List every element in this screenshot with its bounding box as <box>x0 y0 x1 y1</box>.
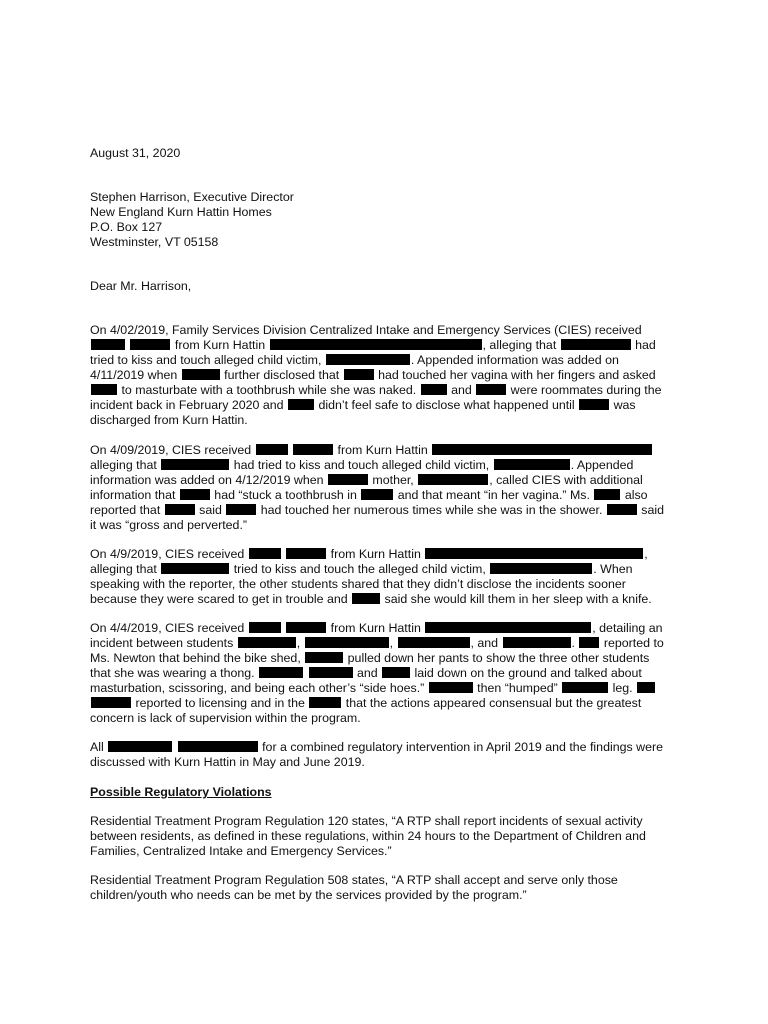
redaction <box>309 667 353 678</box>
text: , alleging that <box>482 338 560 352</box>
redaction <box>288 399 314 410</box>
text: , <box>644 547 648 561</box>
recipient-po-box: P.O. Box 127 <box>90 220 163 234</box>
redaction <box>91 697 131 708</box>
text: had touched her numerous times while she was in the shower. <box>257 503 606 517</box>
text: discussed with Kurn Hattin in May and June 2019. <box>90 755 365 769</box>
paragraph-5 <box>90 740 680 770</box>
text: reported to <box>600 636 664 650</box>
redaction <box>305 652 343 663</box>
text: 4/11/2019 when <box>90 368 181 382</box>
text: from Kurn Hattin <box>171 338 269 352</box>
redaction <box>259 667 303 678</box>
text: didn’t feel safe to disclose what happened until <box>315 398 579 412</box>
text: for a combined regulatory intervention in April 2019 and the findings were <box>258 740 663 754</box>
text: Residential Treatment Program Regulation 508 states, “A RTP shall accept and serve only those <box>90 873 618 887</box>
redaction <box>286 548 326 559</box>
text: . Appended <box>570 458 634 472</box>
text: On 4/02/2019, Family Services Division Centralized Intake and Emergency Services (CIES) received <box>90 323 642 337</box>
redaction <box>344 369 374 380</box>
text: it was “gross and perverted.” <box>90 518 248 532</box>
date-text: August 31, 2020 <box>90 146 181 160</box>
redaction <box>352 593 380 604</box>
redaction <box>494 459 570 470</box>
text: children/youth who needs can be met by the services provided by the program.” <box>90 888 527 902</box>
redaction <box>256 444 288 455</box>
redaction <box>637 682 655 693</box>
text: Families, Centralized Intake and Emergency Services.” <box>90 844 392 858</box>
regulation-120 <box>90 814 680 859</box>
redaction <box>309 697 341 708</box>
salutation <box>90 279 680 294</box>
text: On 4/9/2019, CIES received <box>90 547 248 561</box>
redaction <box>249 622 281 633</box>
text: to masturbate with a toothbrush while she was naked. <box>118 383 420 397</box>
text: further disclosed that <box>220 368 343 382</box>
section-heading <box>90 785 680 800</box>
redaction <box>425 622 591 633</box>
redaction <box>561 339 631 350</box>
text: mother, <box>368 473 418 487</box>
redaction <box>165 504 195 515</box>
text: incident between students <box>90 636 237 650</box>
text: between residents, as defined in these regulations, within 24 hours to the Department of Children and <box>90 829 646 843</box>
redaction <box>579 637 599 648</box>
text: that she was wearing a thong. <box>90 666 259 680</box>
redaction <box>418 474 488 485</box>
text: from Kurn Hattin <box>334 443 432 457</box>
redaction <box>425 548 643 559</box>
redaction <box>91 339 125 350</box>
text: had “stuck a toothbrush in <box>210 488 361 502</box>
paragraph-2 <box>90 443 680 533</box>
text: alleging that <box>90 458 161 472</box>
salutation-text: Dear Mr. Harrison, <box>90 279 192 293</box>
text: alleging that <box>90 562 161 576</box>
text: reported to licensing and in the <box>132 696 309 710</box>
heading-text: Possible Regulatory Violations <box>90 785 272 799</box>
redaction <box>180 489 210 500</box>
paragraph-1 <box>90 323 680 428</box>
text: pulled down her pants to show the three other students <box>344 651 650 665</box>
text: masturbation, scissoring, and being each other’s “side hoes.” <box>90 681 428 695</box>
recipient-org: New England Kurn Hattin Homes <box>90 205 272 219</box>
text: . Appended information was added on <box>410 353 619 367</box>
redaction <box>432 444 652 455</box>
text: , and <box>470 636 502 650</box>
text: and that meant “in her vagina.” Ms. <box>394 488 594 502</box>
text: On 4/09/2019, CIES received <box>90 443 255 457</box>
text: reported that <box>90 503 164 517</box>
text: concern is lack of supervision within the program. <box>90 711 361 725</box>
text: and <box>447 383 476 397</box>
redaction <box>238 637 296 648</box>
text: were roommates during the <box>507 383 662 397</box>
redaction <box>328 474 368 485</box>
redaction <box>130 339 170 350</box>
redaction <box>607 504 637 515</box>
redaction <box>270 339 482 350</box>
redaction <box>226 504 256 515</box>
text: because they were scared to get in trouble and <box>90 592 352 606</box>
text: from Kurn Hattin <box>327 547 425 561</box>
text: had touched her vagina with her fingers and asked <box>374 368 656 382</box>
text: information that <box>90 488 179 502</box>
regulation-508 <box>90 873 680 903</box>
text: said <box>195 503 226 517</box>
redaction <box>249 548 281 559</box>
redaction <box>398 637 470 648</box>
redaction <box>490 563 592 574</box>
recipient-city: Westminster, VT 05158 <box>90 235 219 249</box>
text: was <box>610 398 636 412</box>
recipient-name: Stephen Harrison, Executive Director <box>90 190 294 204</box>
redaction <box>293 444 333 455</box>
text: said <box>637 503 665 517</box>
text: then “humped” <box>473 681 562 695</box>
redaction <box>178 741 258 752</box>
redaction <box>91 384 117 395</box>
text: . When <box>593 562 633 576</box>
text: said she would kill them in her sleep with a knife. <box>381 592 652 606</box>
paragraph-4: On 4/4/2019, CIES received from Kurn Hattin , detailing an incident between students , , , and . reported to Ms. Newton that behind the bike shed, pulled down her pants to show the three other students that she was wearing a thong. and laid down on the ground and talked about masturbation, scissoring, and being each other’s “side hoes.” then “humped” leg. reported to licensing and in the that the actions appeared consensual but the greatest concern is lack of supervision within the program. <box>90 621 664 725</box>
redaction <box>421 384 447 395</box>
text: All <box>90 740 108 754</box>
redaction <box>326 354 410 365</box>
text: tried to kiss and touch the alleged child victim, <box>230 562 490 576</box>
redaction <box>286 622 326 633</box>
redaction <box>161 459 229 470</box>
redaction <box>161 563 229 574</box>
text: Residential Treatment Program Regulation 120 states, “A RTP shall report incidents of sexual activity <box>90 814 643 828</box>
redaction <box>108 741 172 752</box>
text: Ms. Newton that behind the bike shed, <box>90 651 305 665</box>
redaction <box>579 399 609 410</box>
text: , detailing an <box>592 621 663 635</box>
text: On 4/4/2019, CIES received <box>90 621 248 635</box>
redaction <box>476 384 506 395</box>
redaction <box>503 637 571 648</box>
recipient-address <box>90 190 680 250</box>
redaction <box>594 489 620 500</box>
text: laid down on the ground and talked about <box>411 666 642 680</box>
redaction <box>361 489 393 500</box>
text: information was added on 4/12/2019 when <box>90 473 327 487</box>
text: from Kurn Hattin <box>327 621 425 635</box>
text: incident back in February 2020 and <box>90 398 287 412</box>
letter-date <box>90 146 680 161</box>
text: had <box>631 338 656 352</box>
redaction <box>382 667 410 678</box>
text: had tried to kiss and touch alleged child victim, <box>230 458 493 472</box>
text: that the actions appeared consensual but the greatest <box>342 696 642 710</box>
text: also <box>621 488 648 502</box>
redaction <box>182 369 220 380</box>
redaction <box>305 637 389 648</box>
paragraph-3 <box>90 547 680 607</box>
redaction <box>429 682 473 693</box>
text: tried to kiss and touch alleged child victim, <box>90 353 325 367</box>
text: discharged from Kurn Hattin. <box>90 413 248 427</box>
text: speaking with the reporter, the other students shared that they didn’t disclose the incidents sooner <box>90 577 626 591</box>
redaction <box>562 682 608 693</box>
text: , called CIES with additional <box>489 473 643 487</box>
text: leg. <box>609 681 637 695</box>
